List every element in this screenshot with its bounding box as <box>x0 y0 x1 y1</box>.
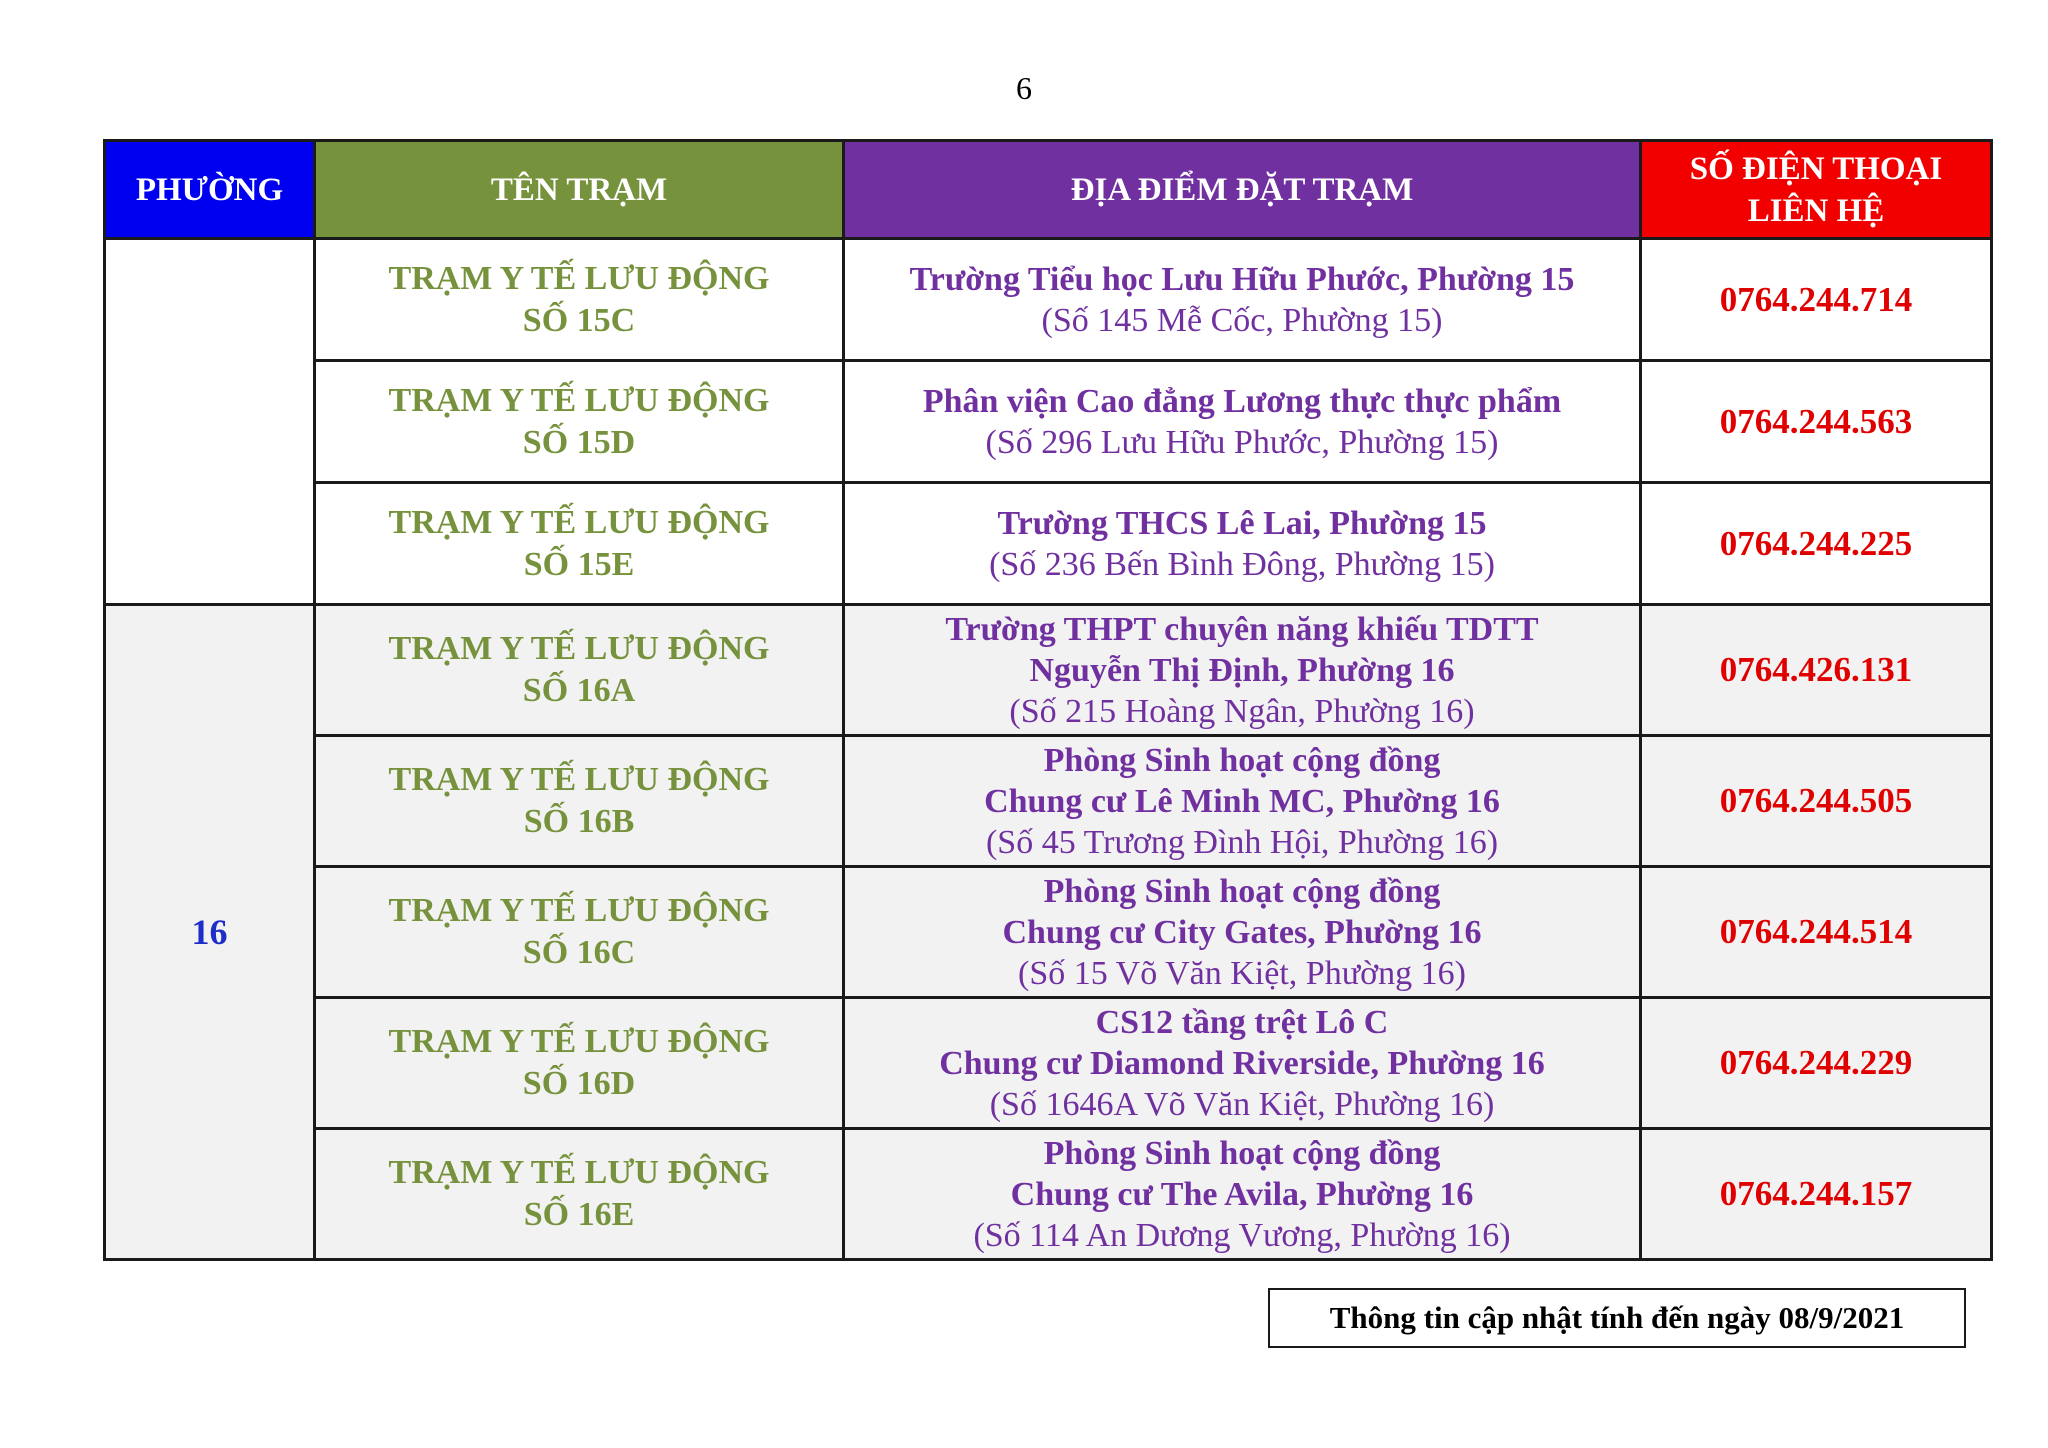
station-name-line1: TRẠM Y TẾ LƯU ĐỘNG <box>388 381 770 419</box>
table-header-row <box>105 141 1992 239</box>
station-name-line1: TRẠM Y TẾ LƯU ĐỘNG <box>388 892 770 929</box>
address-cell <box>844 998 1641 1129</box>
phone-cell: 0764.426.131 <box>1641 605 1992 736</box>
table-row <box>105 483 1992 605</box>
station-code: SỐ 16C <box>522 934 636 971</box>
station-name-cell <box>315 867 844 998</box>
header-phone <box>1641 141 1992 239</box>
station-name-line1: TRẠM Y TẾ LƯU ĐỘNG <box>388 1154 770 1191</box>
station-code: SỐ 16B <box>523 803 635 840</box>
address-cell <box>844 361 1641 483</box>
table-row <box>105 361 1992 483</box>
vaccination-station-table <box>103 139 1993 1261</box>
address-cell <box>844 483 1641 605</box>
header-ward: PHƯỜNG <box>105 141 315 239</box>
address-title: CS12 tầng trệt Lô C <box>1095 1003 1389 1041</box>
station-name-cell <box>315 361 844 483</box>
phone-cell: 0764.244.514 <box>1641 867 1992 998</box>
station-code: SỐ 16D <box>522 1065 636 1102</box>
table-row <box>105 998 1992 1129</box>
station-name-cell <box>315 483 844 605</box>
station-name-line1: TRẠM Y TẾ LƯU ĐỘNG <box>388 761 770 798</box>
address-title-line2: Chung cư The Avila, Phường 16 <box>1010 1175 1474 1213</box>
address-detail: (Số 215 Hoàng Ngân, Phường 16) <box>1009 692 1475 730</box>
address-detail: (Số 45 Trương Đình Hội, Phường 16) <box>985 823 1499 861</box>
address-detail: (Số 296 Lưu Hữu Phước, Phường 15) <box>985 423 1499 461</box>
station-name-cell <box>315 1129 844 1260</box>
table-row <box>105 736 1992 867</box>
header-phone-line2: LIÊN HỆ <box>1747 192 1885 229</box>
station-name-line1: TRẠM Y TẾ LƯU ĐỘNG <box>388 630 770 667</box>
phone-cell: 0764.244.505 <box>1641 736 1992 867</box>
station-name-cell <box>315 736 844 867</box>
ward-cell <box>105 239 315 605</box>
address-detail: (Số 145 Mễ Cốc, Phường 15) <box>1041 301 1443 339</box>
address-title: Phân viện Cao đẳng Lương thực thực phẩm <box>922 382 1562 420</box>
table-row <box>105 867 1992 998</box>
update-note: Thông tin cập nhật tính đến ngày 08/9/2021 <box>1268 1288 1966 1348</box>
header-address: ĐỊA ĐIỂM ĐẶT TRẠM <box>844 141 1641 239</box>
station-code: SỐ 15D <box>522 423 636 461</box>
address-cell <box>844 867 1641 998</box>
address-detail: (Số 114 An Dương Vương, Phường 16) <box>973 1216 1511 1254</box>
table-row <box>105 239 1992 361</box>
phone-cell: 0764.244.157 <box>1641 1129 1992 1260</box>
address-title: Phòng Sinh hoạt cộng đồng <box>1043 1134 1441 1172</box>
table-row <box>105 605 1992 736</box>
address-title-line2: Chung cư Lê Minh MC, Phường 16 <box>984 782 1500 820</box>
address-cell <box>844 239 1641 361</box>
station-name-line1: TRẠM Y TẾ LƯU ĐỘNG <box>388 503 770 541</box>
address-cell <box>844 736 1641 867</box>
phone-cell: 0764.244.563 <box>1641 361 1992 483</box>
station-name-line1: TRẠM Y TẾ LƯU ĐỘNG <box>388 1023 770 1060</box>
phone-cell: 0764.244.225 <box>1641 483 1992 605</box>
address-title: Trường THCS Lê Lai, Phường 15 <box>997 504 1487 542</box>
station-code: SỐ 16E <box>523 1196 635 1233</box>
address-title: Phòng Sinh hoạt cộng đồng <box>1043 741 1441 779</box>
station-name-cell <box>315 239 844 361</box>
address-title: Phòng Sinh hoạt cộng đồng <box>1043 872 1441 910</box>
address-detail: (Số 1646A Võ Văn Kiệt, Phường 16) <box>989 1085 1495 1123</box>
address-cell <box>844 1129 1641 1260</box>
address-detail: (Số 236 Bến Bình Đông, Phường 15) <box>989 545 1495 583</box>
table-row <box>105 1129 1992 1260</box>
station-code: SỐ 16A <box>522 672 636 709</box>
address-title: Trường THPT chuyên năng khiếu TDTT <box>945 610 1539 648</box>
station-code: SỐ 15E <box>523 545 635 583</box>
ward-cell: 16 <box>105 605 315 1260</box>
station-name-cell <box>315 998 844 1129</box>
address-detail: (Số 15 Võ Văn Kiệt, Phường 16) <box>1018 954 1466 992</box>
address-title-line2: Chung cư Diamond Riverside, Phường 16 <box>939 1044 1545 1082</box>
phone-cell: 0764.244.714 <box>1641 239 1992 361</box>
address-title: Trường Tiểu học Lưu Hữu Phước, Phường 15 <box>909 260 1575 298</box>
station-name-cell <box>315 605 844 736</box>
address-title-line2: Chung cư City Gates, Phường 16 <box>1002 913 1482 951</box>
address-title-line2: Nguyễn Thị Định, Phường 16 <box>1029 651 1455 689</box>
phone-cell: 0764.244.229 <box>1641 998 1992 1129</box>
header-phone-line1: SỐ ĐIỆN THOẠI <box>1689 150 1943 187</box>
station-name-line1: TRẠM Y TẾ LƯU ĐỘNG <box>388 259 770 297</box>
page-number: 6 <box>1016 70 1032 106</box>
address-cell <box>844 605 1641 736</box>
station-code: SỐ 15C <box>522 301 636 339</box>
header-station-name: TÊN TRẠM <box>315 141 844 239</box>
